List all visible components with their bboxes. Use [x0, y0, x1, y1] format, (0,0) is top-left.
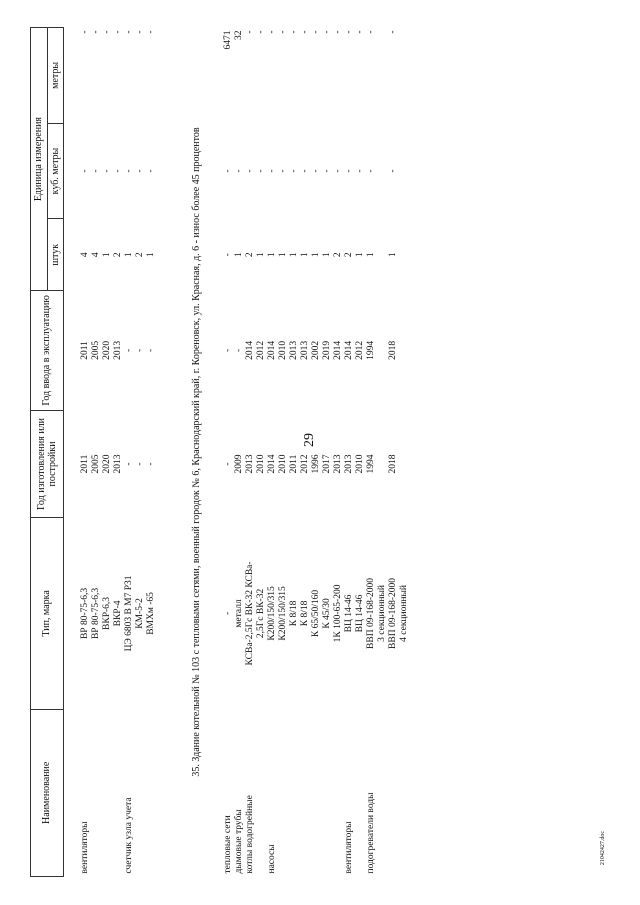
cell-cubic	[399, 123, 410, 219]
cell-type: К200/150/315	[267, 586, 277, 641]
table-body-lower	[207, 28, 410, 877]
cell-type: К200/150/315	[278, 586, 288, 641]
cell-pieces: 1	[322, 252, 332, 258]
cell-year-commission: -	[146, 348, 156, 352]
table-row	[322, 28, 333, 877]
cell-type: К 8/18	[300, 600, 310, 627]
cell-year-commission: 2020	[102, 340, 112, 360]
cell-cubic: -	[91, 169, 101, 173]
cell-name: счетчик узла учета	[124, 797, 134, 874]
cell-meters: -	[366, 30, 376, 34]
cell-type: ВВП 09-168-2000	[388, 577, 398, 649]
cell-name	[300, 709, 311, 876]
cell-meters: -	[289, 30, 299, 34]
cell-year-commission: 2014	[245, 340, 255, 360]
cell-year-commission: 1994	[366, 340, 376, 360]
cell-type: -	[223, 611, 233, 616]
cell-name: подогреватели воды	[366, 792, 376, 874]
table-row	[113, 28, 124, 877]
cell-cubic: -	[245, 169, 255, 173]
cell-cubic: -	[333, 169, 343, 173]
cell-meters: -	[80, 30, 90, 34]
cell-cubic: -	[146, 169, 156, 173]
cell-pieces: 1	[300, 252, 310, 258]
cell-year-commission	[399, 291, 410, 411]
rotated-page-content	[30, 27, 610, 877]
table-body-upper	[64, 28, 158, 877]
cell-year-made: -	[146, 462, 156, 466]
cell-year-made: 2013	[333, 454, 343, 474]
cell-cubic: -	[102, 169, 112, 173]
table-row	[256, 28, 267, 877]
cell-pieces: 4	[91, 252, 101, 258]
cell-pieces: 1	[256, 252, 266, 258]
header-units-group: Единица измерения	[31, 28, 48, 291]
cell-type: ВР 80-75-6,3	[91, 587, 101, 640]
cell-year-commission: 2013	[289, 340, 299, 360]
cell-name: тепловые сети	[223, 815, 233, 874]
cell-year-made: 2018	[388, 454, 398, 474]
cell-meters: -	[146, 30, 156, 34]
table-row	[234, 28, 245, 877]
table-row	[377, 28, 388, 877]
cell-year-made: 2010	[278, 454, 288, 474]
cell-cubic: -	[366, 169, 376, 173]
cell-year-made: 2013	[344, 454, 354, 474]
table-row	[124, 28, 135, 877]
cell-type: 3 секционный	[377, 585, 387, 642]
cell-pieces: 1	[366, 252, 376, 258]
cell-type: К 8/18	[289, 600, 299, 627]
cell-year-made: 2013	[113, 454, 123, 474]
cell-year-made: 2017	[322, 454, 332, 474]
cell-type: ЦЭ 6803 В М7 Р31	[124, 575, 134, 652]
cell-meters: -	[113, 30, 123, 34]
table-row	[278, 28, 289, 877]
header-meters: метры	[47, 28, 64, 124]
cell-year-commission: 2011	[80, 341, 90, 360]
cell-year-made	[377, 410, 388, 518]
cell-pieces: -	[223, 253, 233, 257]
table-row	[245, 28, 256, 877]
cell-meters: -	[300, 30, 310, 34]
cell-year-commission: -	[135, 348, 145, 352]
cell-meters: 6471	[223, 30, 233, 50]
cell-meters: -	[388, 30, 398, 34]
cell-year-commission: 2014	[344, 340, 354, 360]
cell-name	[355, 709, 366, 876]
cell-type: ВМХм -65	[146, 592, 156, 635]
cell-pieces: 1	[289, 252, 299, 258]
cell-pieces	[377, 219, 388, 291]
cell-year-commission: 2013	[300, 340, 310, 360]
cell-cubic: -	[256, 169, 266, 173]
cell-type: ВЦ 14-46	[355, 594, 365, 633]
cell-year-made: 2011	[289, 454, 299, 474]
cell-cubic: -	[234, 169, 244, 173]
cell-year-commission: 2002	[311, 340, 321, 360]
cell-year-commission: 2019	[322, 340, 332, 360]
cell-meters: -	[267, 30, 277, 34]
cell-meters: -	[355, 30, 365, 34]
cell-year-made: 2013	[245, 454, 255, 474]
cell-cubic: -	[223, 169, 233, 173]
section-title: 35. Здание котельной № 103 с тепловыми сетями, военный городок № 6, Краснодарский край, г. Кореновск, ул. Красная, д. 6 - износ более 45 процентов	[191, 127, 202, 777]
cell-year-made: -	[223, 462, 233, 466]
cell-pieces: 4	[80, 252, 90, 258]
cell-name: насосы	[267, 844, 277, 874]
cell-cubic: -	[113, 169, 123, 173]
cell-cubic: -	[135, 169, 145, 173]
cell-pieces: 2	[113, 252, 123, 258]
cell-meters: -	[333, 30, 343, 34]
cell-cubic: -	[311, 169, 321, 173]
cell-name	[146, 709, 157, 876]
cell-cubic: -	[80, 169, 90, 173]
cell-year-commission: 2013	[113, 340, 123, 360]
cell-name	[135, 709, 146, 876]
header-pieces: штук	[47, 219, 64, 291]
cell-year-commission: 2012	[256, 340, 266, 360]
cell-pieces: 1	[267, 252, 277, 258]
cell-name	[289, 709, 300, 876]
cell-year-commission: -	[124, 348, 134, 352]
cell-meters: -	[135, 30, 145, 34]
cell-type: К 45/30	[322, 598, 332, 629]
table-row	[355, 28, 366, 877]
cell-name	[278, 709, 289, 876]
cell-pieces: 1	[311, 252, 321, 258]
cell-type: 1К 100-65-200	[333, 584, 343, 643]
table-header	[31, 28, 64, 877]
cell-name: вентиляторы	[80, 821, 90, 874]
cell-type: металл	[234, 599, 244, 628]
cell-pieces: 2	[333, 252, 343, 258]
cell-year-commission: 2014	[333, 340, 343, 360]
cell-pieces: 2	[135, 252, 145, 258]
cell-cubic: -	[124, 169, 134, 173]
cell-name	[399, 709, 410, 876]
cell-cubic: -	[300, 169, 310, 173]
header-year-made: Год изготовления или постройки	[31, 410, 64, 518]
table-row	[102, 28, 113, 877]
table-row	[300, 28, 311, 877]
cell-meters: -	[322, 30, 332, 34]
cell-type: КСВа-2,5Гс ВК-32 КСВа-	[245, 561, 255, 666]
cell-pieces: 2	[344, 252, 354, 258]
cell-pieces: 1	[388, 252, 398, 258]
cell-year-commission: -	[234, 348, 244, 352]
table-section	[157, 28, 207, 877]
cell-year-made: -	[135, 462, 145, 466]
table-row	[333, 28, 344, 877]
cell-year-commission: 2012	[355, 340, 365, 360]
cell-cubic: -	[344, 169, 354, 173]
cell-year-commission: 2010	[278, 340, 288, 360]
cell-year-made: 2012	[300, 454, 310, 474]
cell-meters: -	[278, 30, 288, 34]
cell-cubic: -	[322, 169, 332, 173]
cell-meters: -	[256, 30, 266, 34]
cell-cubic: -	[289, 169, 299, 173]
cell-type: КМ-5-2	[135, 598, 145, 629]
cell-pieces: 1	[355, 252, 365, 258]
cell-year-commission: 2005	[91, 340, 101, 360]
cell-name	[322, 709, 333, 876]
table-row	[207, 28, 234, 877]
cell-year-commission: 2014	[267, 340, 277, 360]
cell-meters: -	[102, 30, 112, 34]
table-row	[267, 28, 278, 877]
cell-name	[377, 709, 388, 876]
cell-name	[256, 709, 267, 876]
cell-year-made: 2009	[234, 454, 244, 474]
cell-name	[333, 709, 344, 876]
cell-name: дымовые трубы	[234, 809, 244, 874]
cell-meters: -	[245, 30, 255, 34]
header-name: Наименование	[31, 709, 64, 876]
cell-meters: -	[344, 30, 354, 34]
cell-type: ВЦ 14-46	[344, 594, 354, 633]
header-type: Тип, марка	[31, 518, 64, 709]
cell-year-made: 2011	[80, 454, 90, 474]
cell-year-made: 2020	[102, 454, 112, 474]
header-year-commission: Год ввода в эксплуатацию	[31, 291, 64, 411]
table-row	[91, 28, 102, 877]
page-number: 29	[302, 433, 317, 447]
cell-pieces: 1	[102, 252, 112, 258]
cell-year-made: 2010	[256, 454, 266, 474]
table-row	[289, 28, 300, 877]
cell-name: вентиляторы	[344, 821, 354, 874]
table-row	[146, 28, 157, 877]
table-row	[344, 28, 355, 877]
cell-name	[91, 709, 102, 876]
cell-year-made: 2010	[355, 454, 365, 474]
cell-year-made: 2014	[267, 454, 277, 474]
cell-name: котлы водогрейные	[245, 795, 255, 874]
cell-meters	[399, 28, 410, 124]
equipment-table	[30, 27, 410, 877]
cell-cubic: -	[278, 169, 288, 173]
table-row	[399, 28, 410, 877]
table-row	[366, 28, 377, 877]
cell-type: К 65/50/160	[311, 589, 321, 638]
cell-pieces: 1	[278, 252, 288, 258]
cell-year-commission: -	[223, 348, 233, 352]
cell-cubic: -	[388, 169, 398, 173]
cell-pieces: 1	[146, 252, 156, 258]
cell-cubic	[377, 123, 388, 219]
cell-type: 2,5Гс ВК-32	[256, 588, 266, 639]
table-row	[64, 28, 92, 877]
cell-name	[113, 709, 124, 876]
cell-pieces: 1	[124, 252, 134, 258]
cell-pieces: 1	[234, 252, 244, 258]
cell-year-commission: 2018	[388, 340, 398, 360]
cell-meters: 32	[234, 30, 244, 40]
cell-type: ВВП 09-168-2000	[366, 577, 376, 649]
cell-year-made: 2005	[91, 454, 101, 474]
cell-year-made: 1994	[366, 454, 376, 474]
table-row	[311, 28, 322, 877]
cell-name	[102, 709, 113, 876]
cell-name	[311, 709, 322, 876]
cell-meters	[377, 28, 388, 124]
cell-pieces	[399, 219, 410, 291]
cell-pieces: 2	[245, 252, 255, 258]
cell-meters: -	[311, 30, 321, 34]
cell-cubic: -	[267, 169, 277, 173]
cell-meters: -	[124, 30, 134, 34]
cell-name	[388, 709, 399, 876]
cell-type: 4 секционный	[399, 585, 409, 642]
cell-cubic: -	[355, 169, 365, 173]
cell-type: ВР 80-75-6,3	[80, 587, 90, 640]
header-cubic: куб. метры	[47, 123, 64, 219]
cell-year-made: -	[124, 462, 134, 466]
cell-meters: -	[91, 30, 101, 34]
cell-type: ВКР-4	[113, 600, 123, 627]
cell-year-made	[399, 410, 410, 518]
document-footer: 21042427.doc	[600, 830, 606, 866]
table-row	[388, 28, 399, 877]
cell-type: ВКР-6,3	[102, 596, 112, 630]
table-row	[135, 28, 146, 877]
cell-year-commission	[377, 291, 388, 411]
cell-year-made: 1996	[311, 454, 321, 474]
